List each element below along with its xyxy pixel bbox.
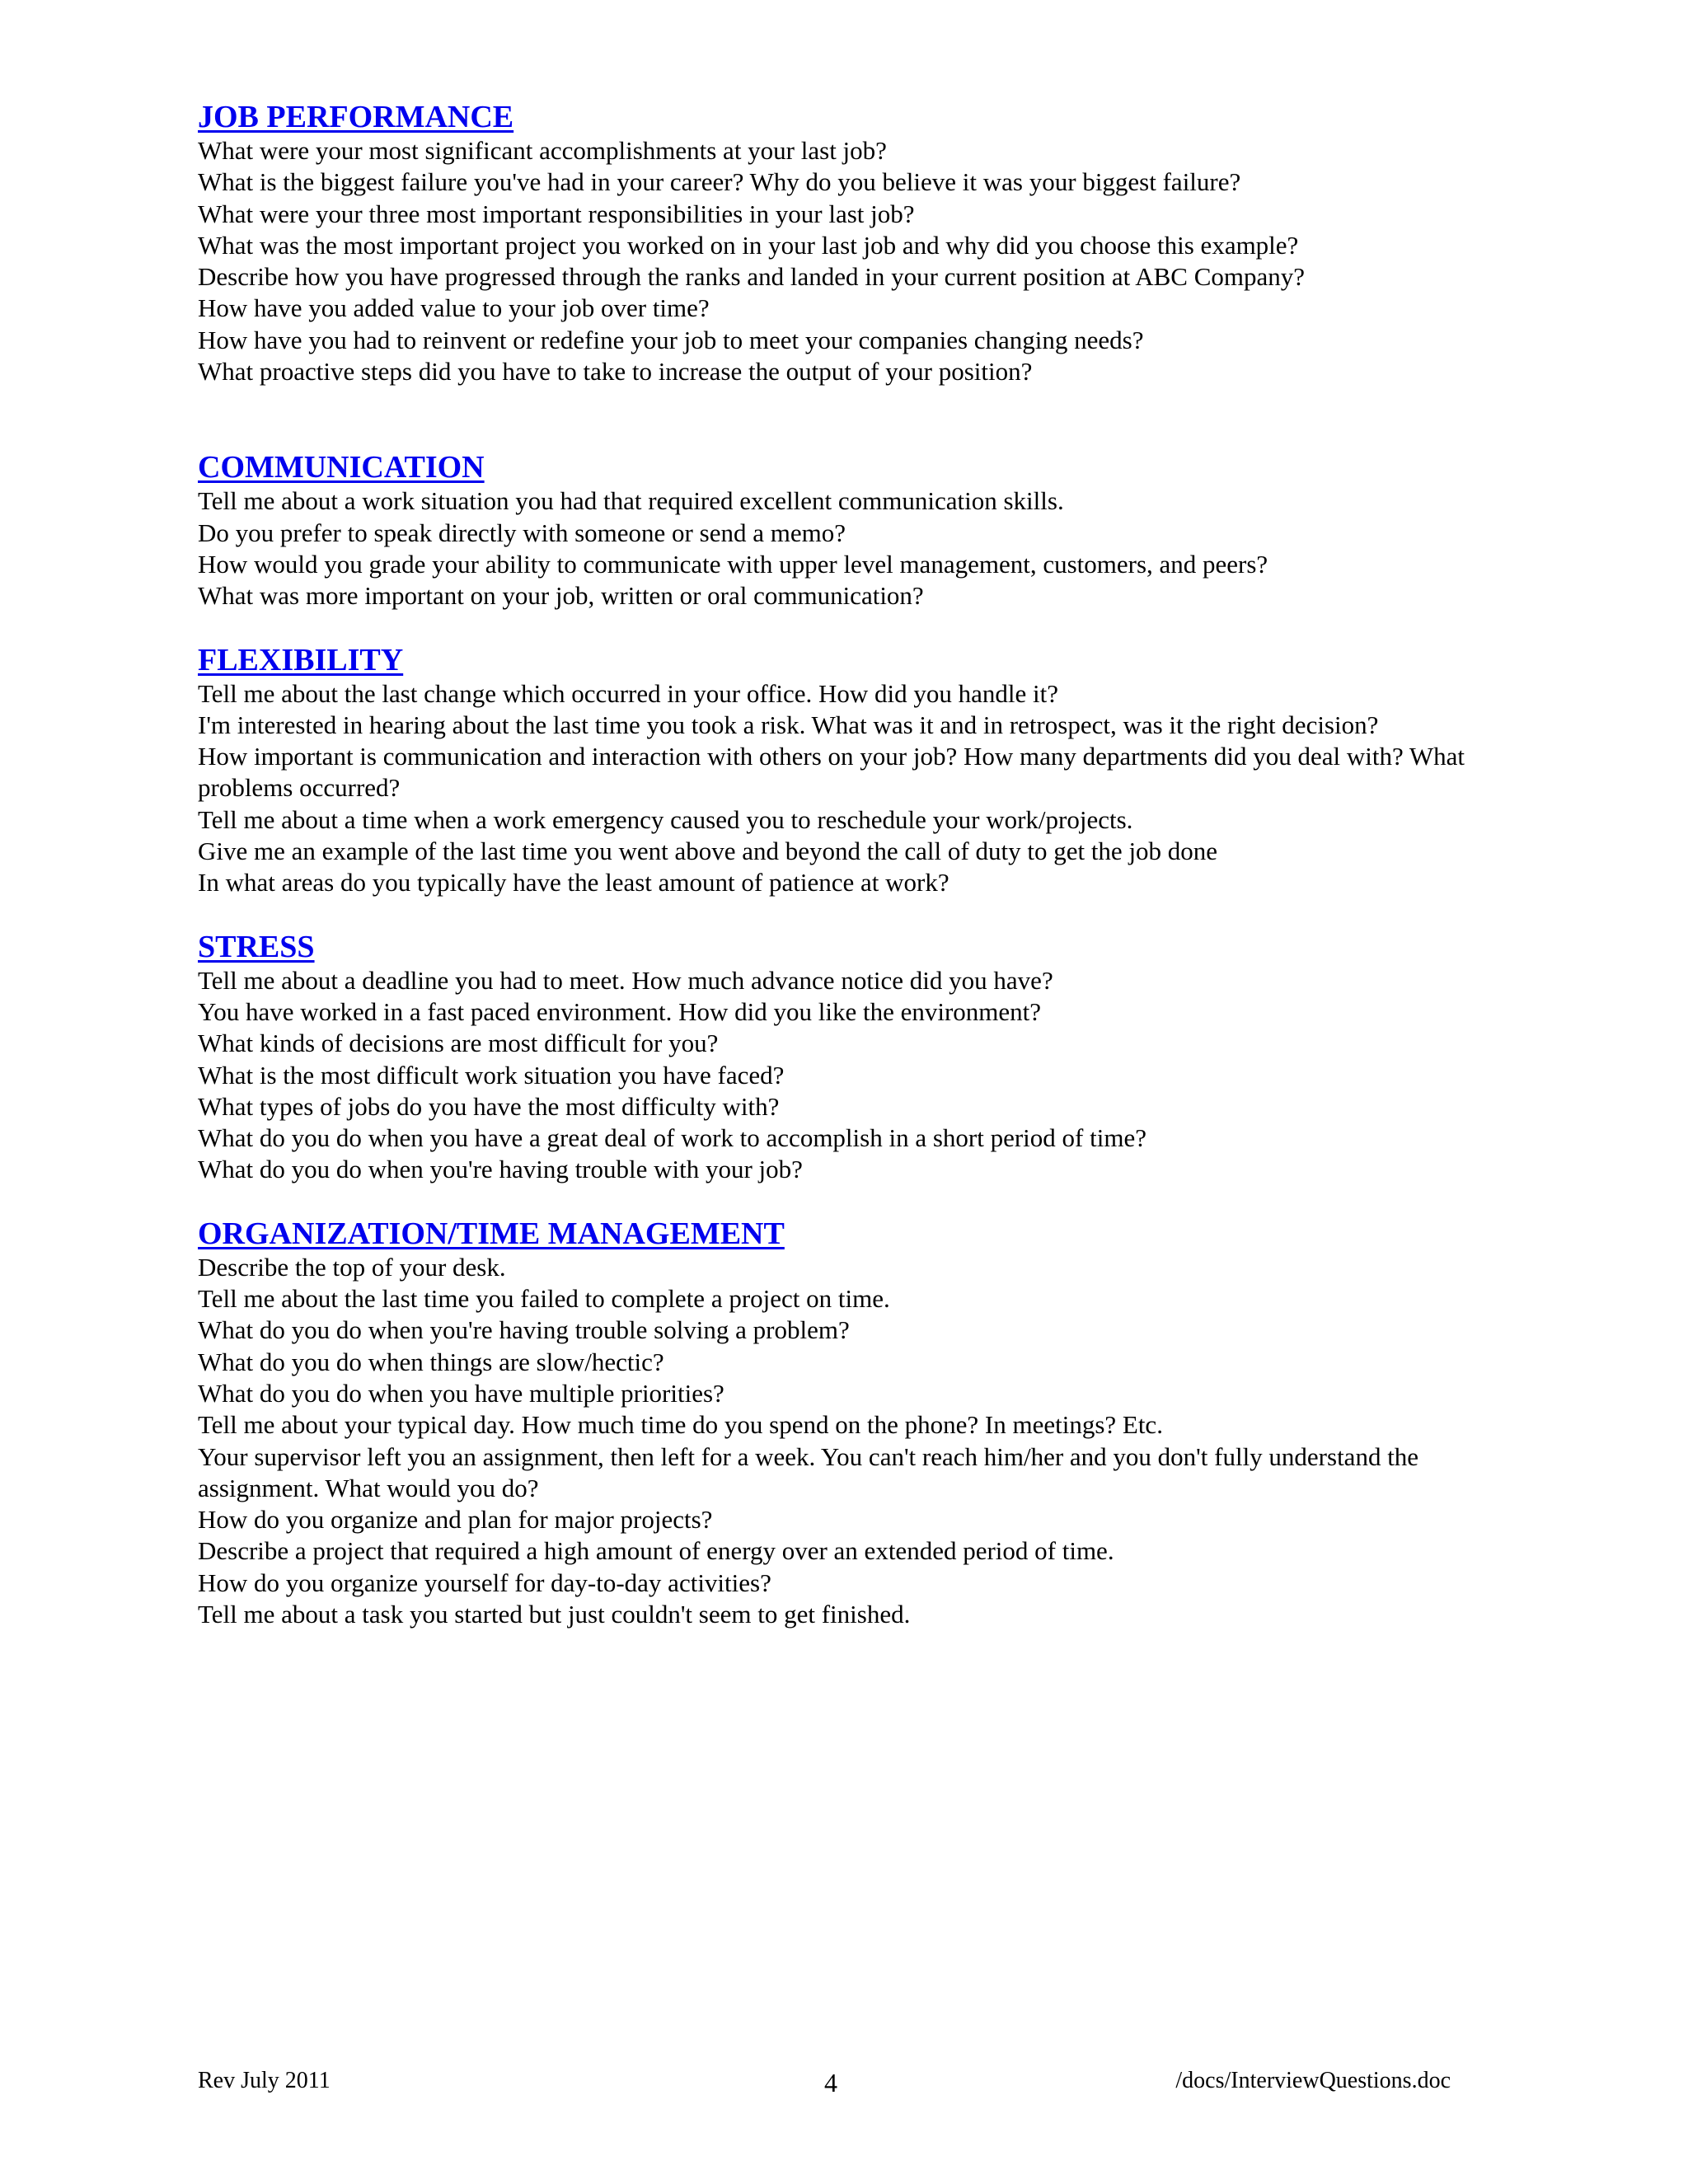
- section-heading-stress[interactable]: STRESS: [198, 929, 315, 964]
- question-item: What do you do when you're having trouble solving a problem?: [198, 1315, 850, 1345]
- question-item: What was the most important project you worked on in your last job and why did you choose this example?: [198, 230, 1299, 260]
- question-item: Describe a project that required a high amount of energy over an extended period of time.: [198, 1536, 1114, 1566]
- document-path: /docs/InterviewQuestions.doc: [1175, 2068, 1451, 2093]
- question-item: How would you grade your ability to communicate with upper level management, customers, and peers?: [198, 549, 1268, 579]
- section-heading-organization-time-management[interactable]: ORGANIZATION/TIME MANAGEMENT: [198, 1216, 785, 1251]
- question-item: Tell me about your typical day. How much time do you spend on the phone? In meetings? Etc.: [198, 1410, 1163, 1440]
- question-item: What types of jobs do you have the most difficulty with?: [198, 1091, 780, 1121]
- page-number: 4: [824, 2068, 837, 2097]
- question-item: What proactive steps did you have to take to increase the output of your position?: [198, 357, 1033, 387]
- section-job-performance: [198, 99, 1500, 387]
- question-item: Tell me about the last change which occurred in your office. How did you handle it?: [198, 678, 1059, 708]
- question-item: Tell me about a deadline you had to meet. How much advance notice did you have?: [198, 965, 1053, 995]
- question-item: What do you do when things are slow/hectic?: [198, 1347, 664, 1376]
- section-organization-time-management: [198, 1216, 1500, 1631]
- question-item: I'm interested in hearing about the last time you took a risk. What was it and in retrospect, was it the right decision?: [198, 710, 1379, 739]
- question-item: Tell me about a task you started but just couldn't seem to get finished.: [198, 1599, 911, 1629]
- question-item: How have you had to reinvent or redefine your job to meet your companies changing needs?: [198, 325, 1144, 354]
- question-item: How do you organize and plan for major projects?: [198, 1505, 713, 1535]
- question-item: Describe how you have progressed through the ranks and landed in your current position at ABC Company?: [198, 262, 1306, 292]
- revision-label: Rev July 2011: [198, 2068, 331, 2093]
- question-item: Do you prefer to speak directly with someone or send a memo?: [198, 518, 846, 547]
- question-item: Tell me about a time when a work emergency caused you to reschedule your work/projects.: [198, 804, 1133, 834]
- question-item: What was more important on your job, written or oral communication?: [198, 581, 924, 611]
- question-item: What kinds of decisions are most difficult for you?: [198, 1029, 719, 1058]
- section-flexibility: [198, 642, 1500, 899]
- question-item: How have you added value to your job over time?: [198, 293, 710, 323]
- question-item: How important is communication and interaction with others on your job? How many departments did you deal with? What problems occurred?: [198, 742, 1465, 803]
- section-stress: [198, 929, 1500, 1186]
- question-item: What do you do when you have a great deal of work to accomplish in a short period of time?: [198, 1123, 1146, 1153]
- question-item: Tell me about a work situation you had that required excellent communication skills.: [198, 486, 1064, 516]
- section-heading-flexibility[interactable]: FLEXIBILITY: [198, 642, 404, 677]
- question-item: What were your most significant accomplishments at your last job?: [198, 136, 887, 165]
- question-list: [198, 485, 1500, 612]
- question-item: What were your three most important responsibilities in your last job?: [198, 199, 915, 228]
- document-body: [198, 99, 1500, 1630]
- page-footer: [198, 2064, 1451, 2097]
- question-item: Tell me about the last time you failed to complete a project on time.: [198, 1284, 890, 1314]
- question-item: Give me an example of the last time you went above and beyond the call of duty to get the job done: [198, 837, 1218, 866]
- question-item: Your supervisor left you an assignment, then left for a week. You can't reach him/her and you don't fully understand the assignment. What would you do?: [198, 1441, 1419, 1502]
- question-item: In what areas do you typically have the least amount of patience at work?: [198, 868, 950, 898]
- question-item: What do you do when you're having trouble with your job?: [198, 1155, 803, 1184]
- section-heading-communication[interactable]: COMMUNICATION: [198, 450, 485, 485]
- question-item: What is the biggest failure you've had in your career? Why do you believe it was your biggest failure?: [198, 167, 1241, 197]
- question-item: You have worked in a fast paced environment. How did you like the environment?: [198, 996, 1042, 1026]
- question-item: Describe the top of your desk.: [198, 1252, 506, 1282]
- question-list: [198, 965, 1500, 1186]
- section-communication: [198, 449, 1500, 612]
- section-heading-job-performance[interactable]: JOB PERFORMANCE: [198, 100, 514, 134]
- question-item: How do you organize yourself for day-to-day activities?: [198, 1568, 771, 1597]
- question-list: [198, 678, 1500, 899]
- question-list: [198, 135, 1500, 387]
- question-item: What do you do when you have multiple priorities?: [198, 1378, 724, 1408]
- question-list: [198, 1252, 1500, 1631]
- question-item: What is the most difficult work situation you have faced?: [198, 1060, 785, 1090]
